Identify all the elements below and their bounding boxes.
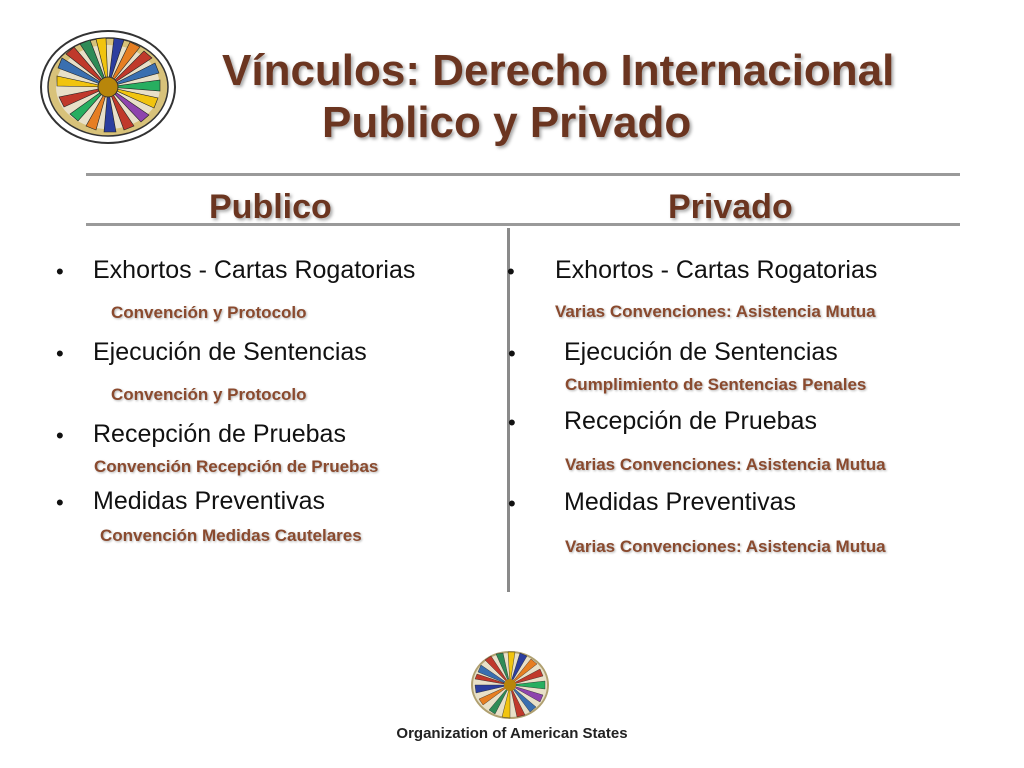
bullet: • [507,259,515,284]
bullet: • [56,259,64,284]
right-item-2: Ejecución de Sentencias [564,338,838,366]
oas-seal-logo [38,28,178,146]
bullet: • [56,341,64,366]
right-sub-2: Cumplimiento de Sentencias Penales [565,375,867,394]
right-item-3: Recepción de Pruebas [564,407,817,435]
column-heading-publico: Publico [209,188,332,226]
right-sub-1: Varias Convenciones: Asistencia Mutua [555,302,876,321]
title-line-2: Publico y Privado [322,98,692,147]
left-sub-1: Convención y Protocolo [111,303,307,322]
footer-organization-name: Organization of American States [396,725,628,742]
oas-footer-logo [470,650,550,720]
left-item-1: Exhortos - Cartas Rogatorias [93,256,416,284]
title-line-1: Vínculos: Derecho Internacional [222,46,895,95]
left-item-3: Recepción de Pruebas [93,420,346,448]
bullet: • [508,410,516,435]
left-item-2: Ejecución de Sentencias [93,338,367,366]
right-sub-3: Varias Convenciones: Asistencia Mutua [565,455,886,474]
right-item-4: Medidas Preventivas [564,488,797,516]
left-item-4: Medidas Preventivas [93,487,326,515]
right-sub-4: Varias Convenciones: Asistencia Mutua [565,537,886,556]
left-sub-3: Convención Recepción de Pruebas [94,457,379,476]
bullet: • [508,341,516,366]
top-rule [86,173,960,176]
right-item-1: Exhortos - Cartas Rogatorias [555,256,878,284]
bullet: • [56,490,64,515]
column-heading-privado: Privado [668,188,793,226]
left-sub-4: Convención Medidas Cautelares [100,526,362,545]
left-sub-2: Convención y Protocolo [111,385,307,404]
bullet: • [508,491,516,516]
bullet: • [56,423,64,448]
